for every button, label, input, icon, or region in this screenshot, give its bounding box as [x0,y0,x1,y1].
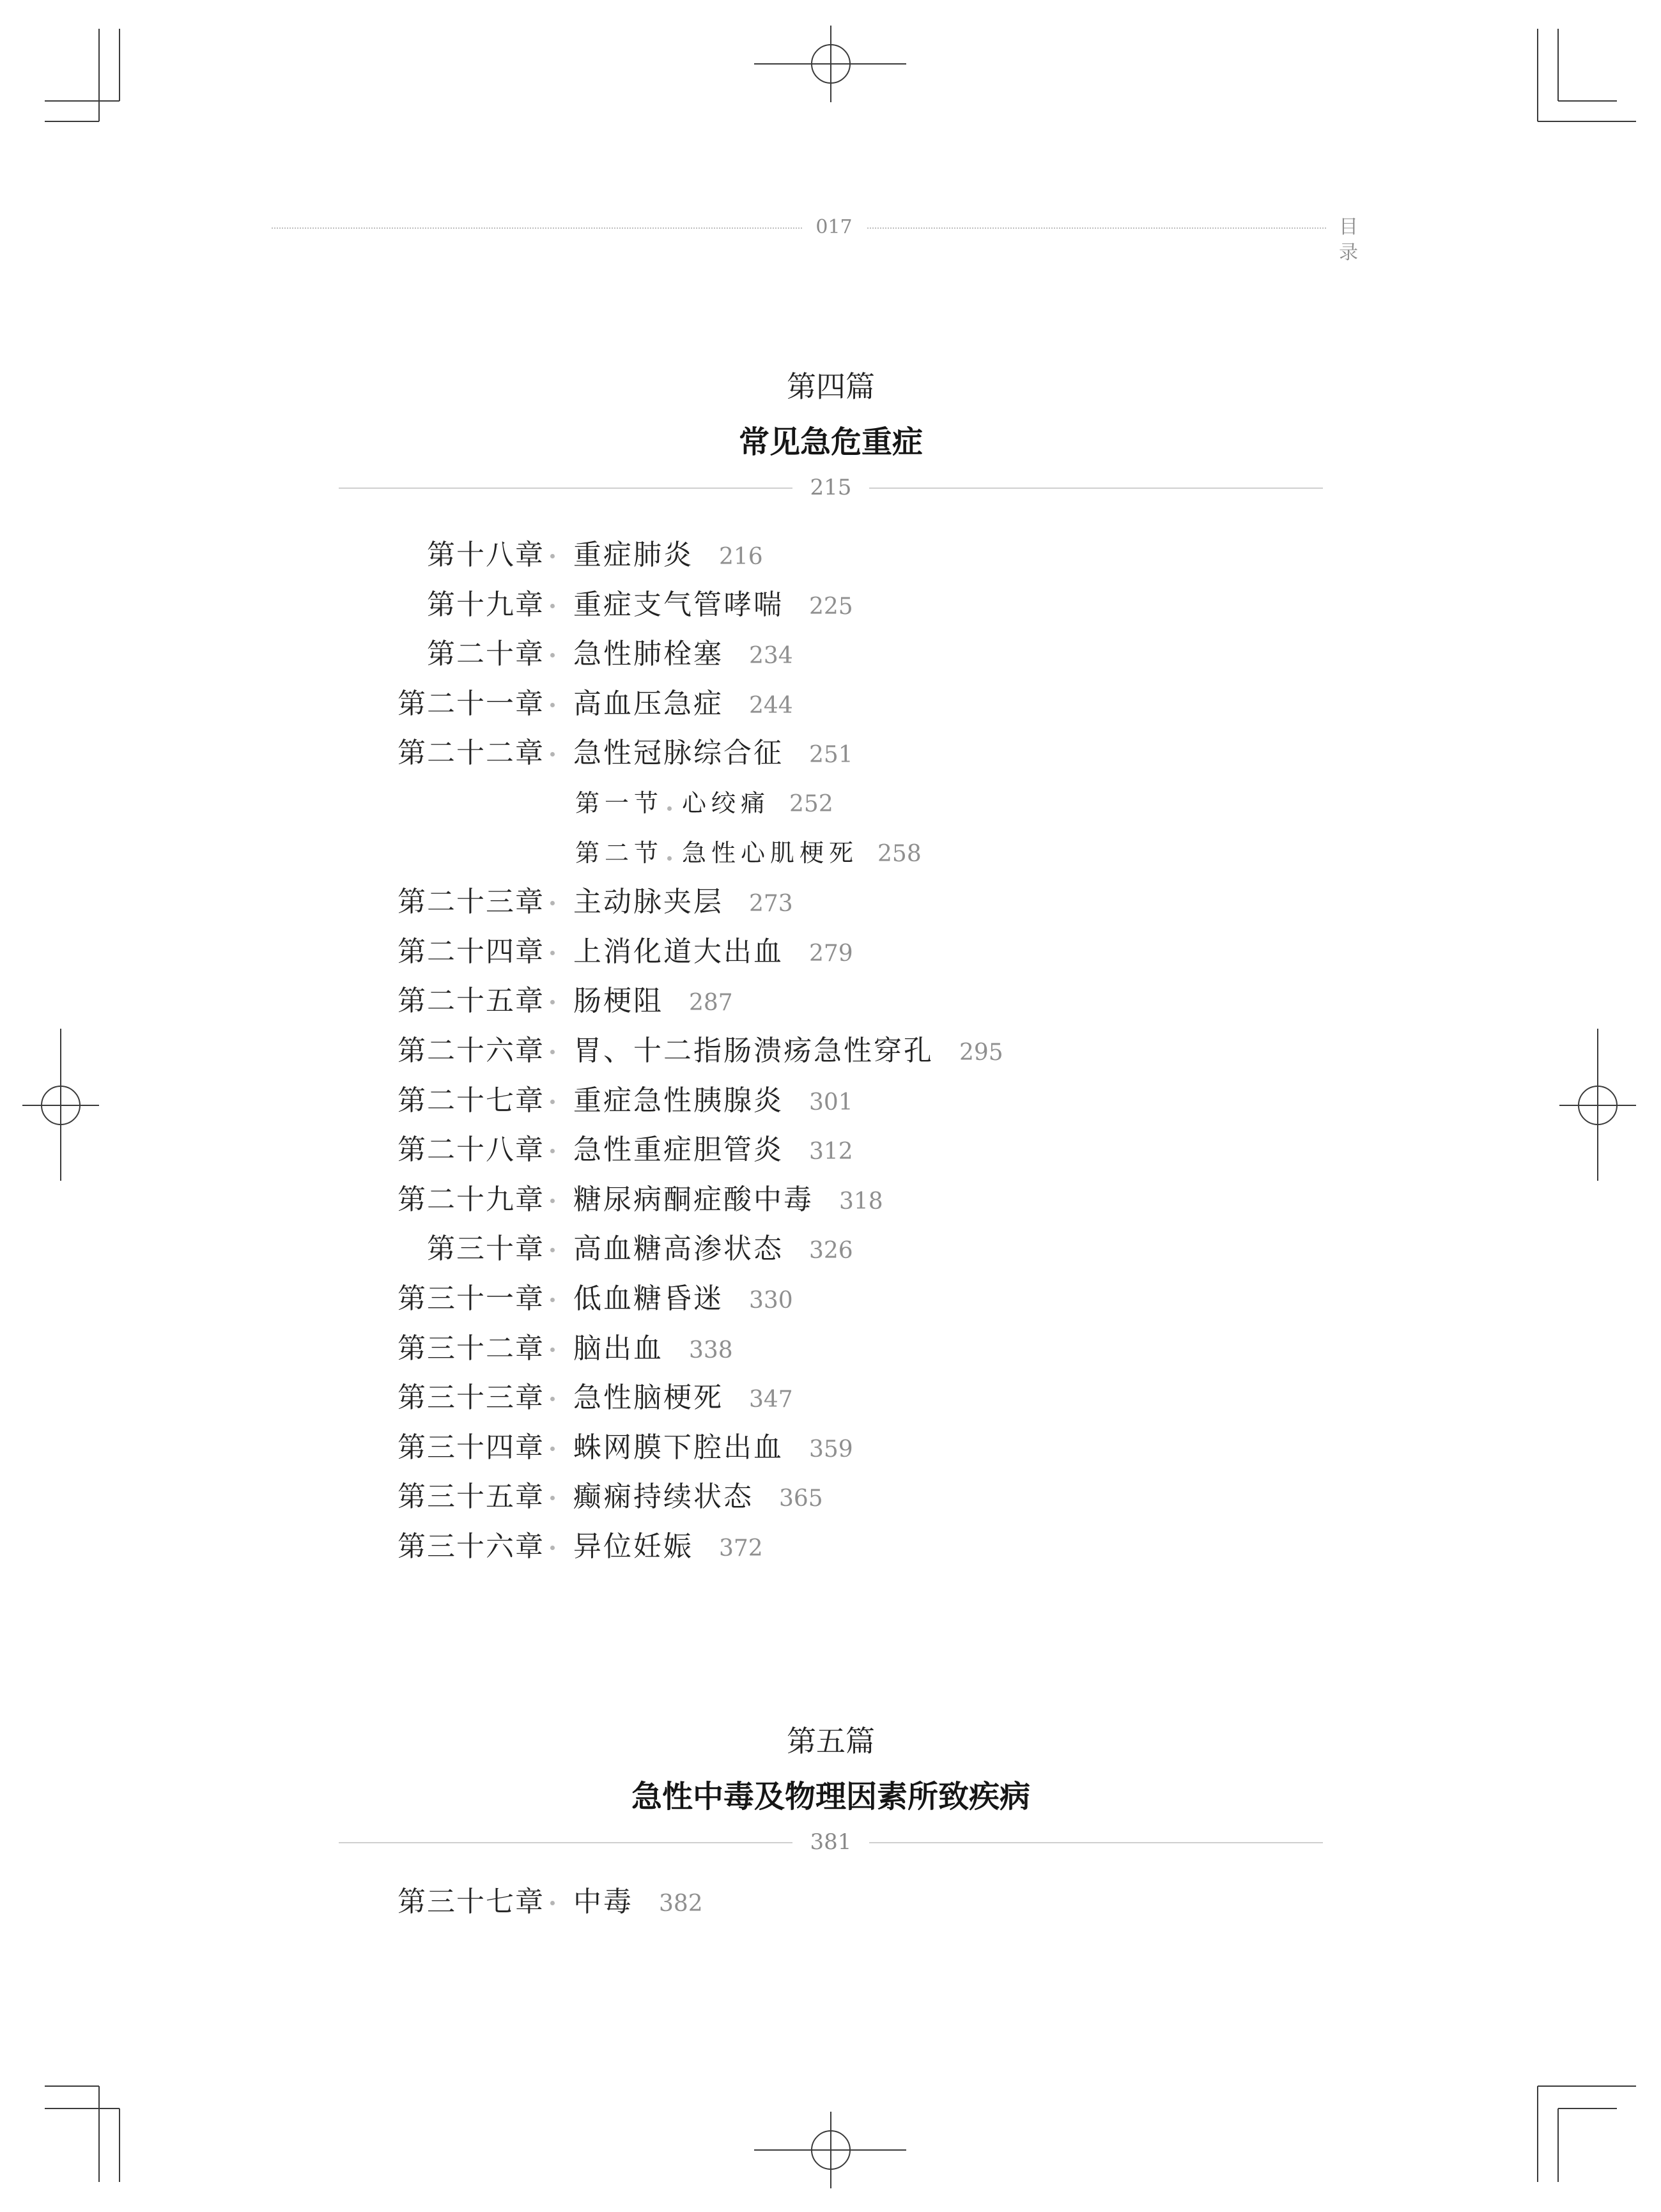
running-head [272,215,1393,264]
bullet-dot-icon [550,604,555,608]
chapter-title-text: 重症支气管哮喘 [573,588,784,621]
toc-entry-chapter[interactable] [0,533,1661,578]
section-page-number: 258 [877,840,922,867]
chapter-number: 第二十三章 [398,886,545,919]
bullet-dot-icon [550,653,555,657]
chapter-title [573,682,793,728]
toc-entry-chapter[interactable] [0,1178,1661,1222]
section-title: 急性心肌梗死 [682,838,859,867]
chapter-page-number: 273 [749,891,793,918]
toc-entry-chapter[interactable] [0,1128,1661,1172]
chapter-title-text: 急性冠脉综合征 [573,737,784,770]
toc-entry-chapter[interactable] [0,1029,1661,1073]
chapter-title-text: 主动脉夹层 [573,886,723,919]
chapter-number: 第二十七章 [398,1084,545,1117]
section-number: 第二节 [575,838,664,867]
chapter-page-number: 225 [809,593,853,620]
chapter-number: 第二十章 [427,638,545,671]
chapter-title [573,979,733,1025]
chapter-title [573,1475,823,1521]
chapter-title [573,1277,793,1323]
bullet-dot-icon [550,1149,555,1153]
chapter-title [573,1178,883,1224]
chapter-number: 第十八章 [427,539,545,571]
chapter-page-number: 244 [749,692,793,719]
chapter-page-number: 318 [839,1188,883,1215]
chapter-number: 第二十四章 [398,935,545,968]
part-heading [339,367,1323,502]
chapter-page-number: 326 [809,1238,853,1264]
bullet-dot-icon [550,703,555,707]
toc-entry-chapter[interactable] [0,880,1661,925]
chapter-page-number: 295 [959,1040,1003,1066]
toc-entry-chapter[interactable] [0,1079,1661,1123]
chapter-title [573,1128,853,1174]
chapter-number: 第三十六章 [398,1530,545,1563]
toc-entry-chapter[interactable] [0,1880,1661,1924]
chapter-title-text: 中毒 [573,1886,633,1918]
chapter-page-number: 287 [689,990,733,1017]
section-page-number: 252 [789,791,833,817]
chapter-title [573,880,793,926]
part-label: 第五篇 [787,1724,875,1758]
running-head-section: 目 录 [1339,216,1370,264]
chapter-number: 第二十五章 [398,985,545,1018]
toc-entry-chapter[interactable] [0,1425,1661,1470]
chapter-title-text: 蛛网膜下腔出血 [573,1431,784,1464]
chapter-number: 第三十五章 [398,1480,545,1514]
toc-entry-chapter[interactable] [0,731,1661,776]
part-rule [339,1828,1323,1856]
part-title: 常见急危重症 [738,424,923,460]
chapter-title [573,1227,853,1273]
chapter-number: 第三十三章 [398,1381,545,1415]
chapter-page-number: 312 [809,1139,853,1165]
chapter-number: 第三十章 [427,1233,545,1266]
running-head-page-number: 017 [802,215,866,240]
toc-entry-section[interactable] [575,781,833,826]
toc-entry-chapter[interactable] [0,930,1661,974]
chapter-number: 第三十七章 [398,1886,545,1918]
chapter-title-text: 脑出血 [573,1332,663,1365]
bullet-dot-icon [667,806,672,811]
chapter-title [573,1029,1003,1075]
chapter-number: 第二十一章 [398,687,545,720]
chapter-title [573,1376,793,1422]
part-heading [339,1722,1323,1856]
chapter-title [573,1079,853,1125]
bullet-dot-icon [550,901,555,905]
chapter-number: 第二十六章 [398,1034,545,1067]
bullet-dot-icon [550,951,555,955]
section-number: 第一节 [575,789,664,817]
chapter-title [573,1880,703,1926]
part-label: 第四篇 [787,369,875,404]
chapter-title [573,533,763,580]
part-page-number: 381 [792,1828,869,1856]
toc-entry-chapter[interactable] [0,1475,1661,1519]
chapter-title-text: 上消化道大出血 [573,935,784,968]
chapter-title-text: 胃、十二指肠溃疡急性穿孔 [573,1034,934,1067]
chapter-number: 第三十一章 [398,1282,545,1315]
bullet-dot-icon [550,1447,555,1451]
chapter-page-number: 279 [809,940,853,967]
toc-entry-chapter[interactable] [0,1525,1661,1569]
chapter-page-number: 382 [659,1891,703,1917]
chapter-page-number: 330 [749,1287,793,1314]
chapter-number: 第二十二章 [398,737,545,770]
bullet-dot-icon [550,1100,555,1104]
chapter-number: 第三十二章 [398,1332,545,1365]
bullet-dot-icon [550,1546,555,1550]
chapter-title-text: 急性肺栓塞 [573,638,723,671]
toc-entry-chapter[interactable] [0,1277,1661,1321]
chapter-page-number: 338 [689,1337,733,1363]
chapter-page-number: 251 [809,742,853,769]
chapter-number: 第二十八章 [398,1133,545,1167]
running-head-dotted-rule [272,227,1326,229]
chapter-page-number: 347 [749,1386,793,1413]
chapter-title-text: 糖尿病酮症酸中毒 [573,1183,814,1216]
toc-entry-chapter[interactable] [0,979,1661,1024]
chapter-title-text: 高血糖高渗状态 [573,1233,784,1266]
chapter-page-number: 216 [719,544,763,570]
bullet-dot-icon [550,1348,555,1352]
bullet-dot-icon [550,1050,555,1054]
bullet-dot-icon [550,1199,555,1203]
chapter-title-text: 癫痫持续状态 [573,1480,753,1514]
toc-entry-chapter[interactable] [0,632,1661,677]
chapter-title-text: 重症肺炎 [573,539,693,571]
toc-entry-chapter[interactable] [0,682,1661,726]
chapter-number: 第十九章 [427,588,545,621]
part-page-number: 215 [792,473,869,502]
chapter-page-number: 372 [719,1535,763,1562]
part-rule [339,473,1323,502]
chapter-title-text: 高血压急症 [573,687,723,720]
section-title: 心绞痛 [682,789,771,817]
chapter-page-number: 359 [809,1436,853,1463]
chapter-page-number: 301 [809,1089,853,1116]
bullet-dot-icon [550,1496,555,1500]
chapter-number: 第二十九章 [398,1183,545,1216]
toc-entry-chapter[interactable] [0,1376,1661,1420]
chapter-title [573,731,853,778]
chapter-number: 第三十四章 [398,1431,545,1464]
bullet-dot-icon [550,1000,555,1004]
bullet-dot-icon [550,1248,555,1252]
bullet-dot-icon [550,1901,555,1905]
chapter-page-number: 234 [749,643,793,670]
toc-entry-chapter[interactable] [0,583,1661,627]
bullet-dot-icon [550,1397,555,1401]
chapter-title-text: 肠梗阻 [573,985,663,1018]
chapter-title [573,1326,733,1373]
bullet-dot-icon [550,554,555,558]
bullet-dot-icon [550,752,555,757]
bullet-dot-icon [550,1298,555,1302]
chapter-title [573,1525,763,1571]
toc-entry-section[interactable] [575,831,922,875]
toc-entry-chapter[interactable] [0,1326,1661,1371]
chapter-title-text: 急性重症胆管炎 [573,1133,784,1167]
chapter-title-text: 异位妊娠 [573,1530,693,1563]
chapter-title [573,1425,853,1472]
chapter-title [573,632,793,679]
chapter-title [573,930,853,976]
chapter-title-text: 急性脑梗死 [573,1381,723,1415]
part-title: 急性中毒及物理因素所致疾病 [631,1779,1030,1815]
chapter-title [573,583,853,629]
chapter-page-number: 365 [779,1486,823,1512]
bullet-dot-icon [667,856,672,861]
chapter-title-text: 低血糖昏迷 [573,1282,723,1315]
toc-entry-chapter[interactable] [0,1227,1661,1271]
chapter-title-text: 重症急性胰腺炎 [573,1084,784,1117]
